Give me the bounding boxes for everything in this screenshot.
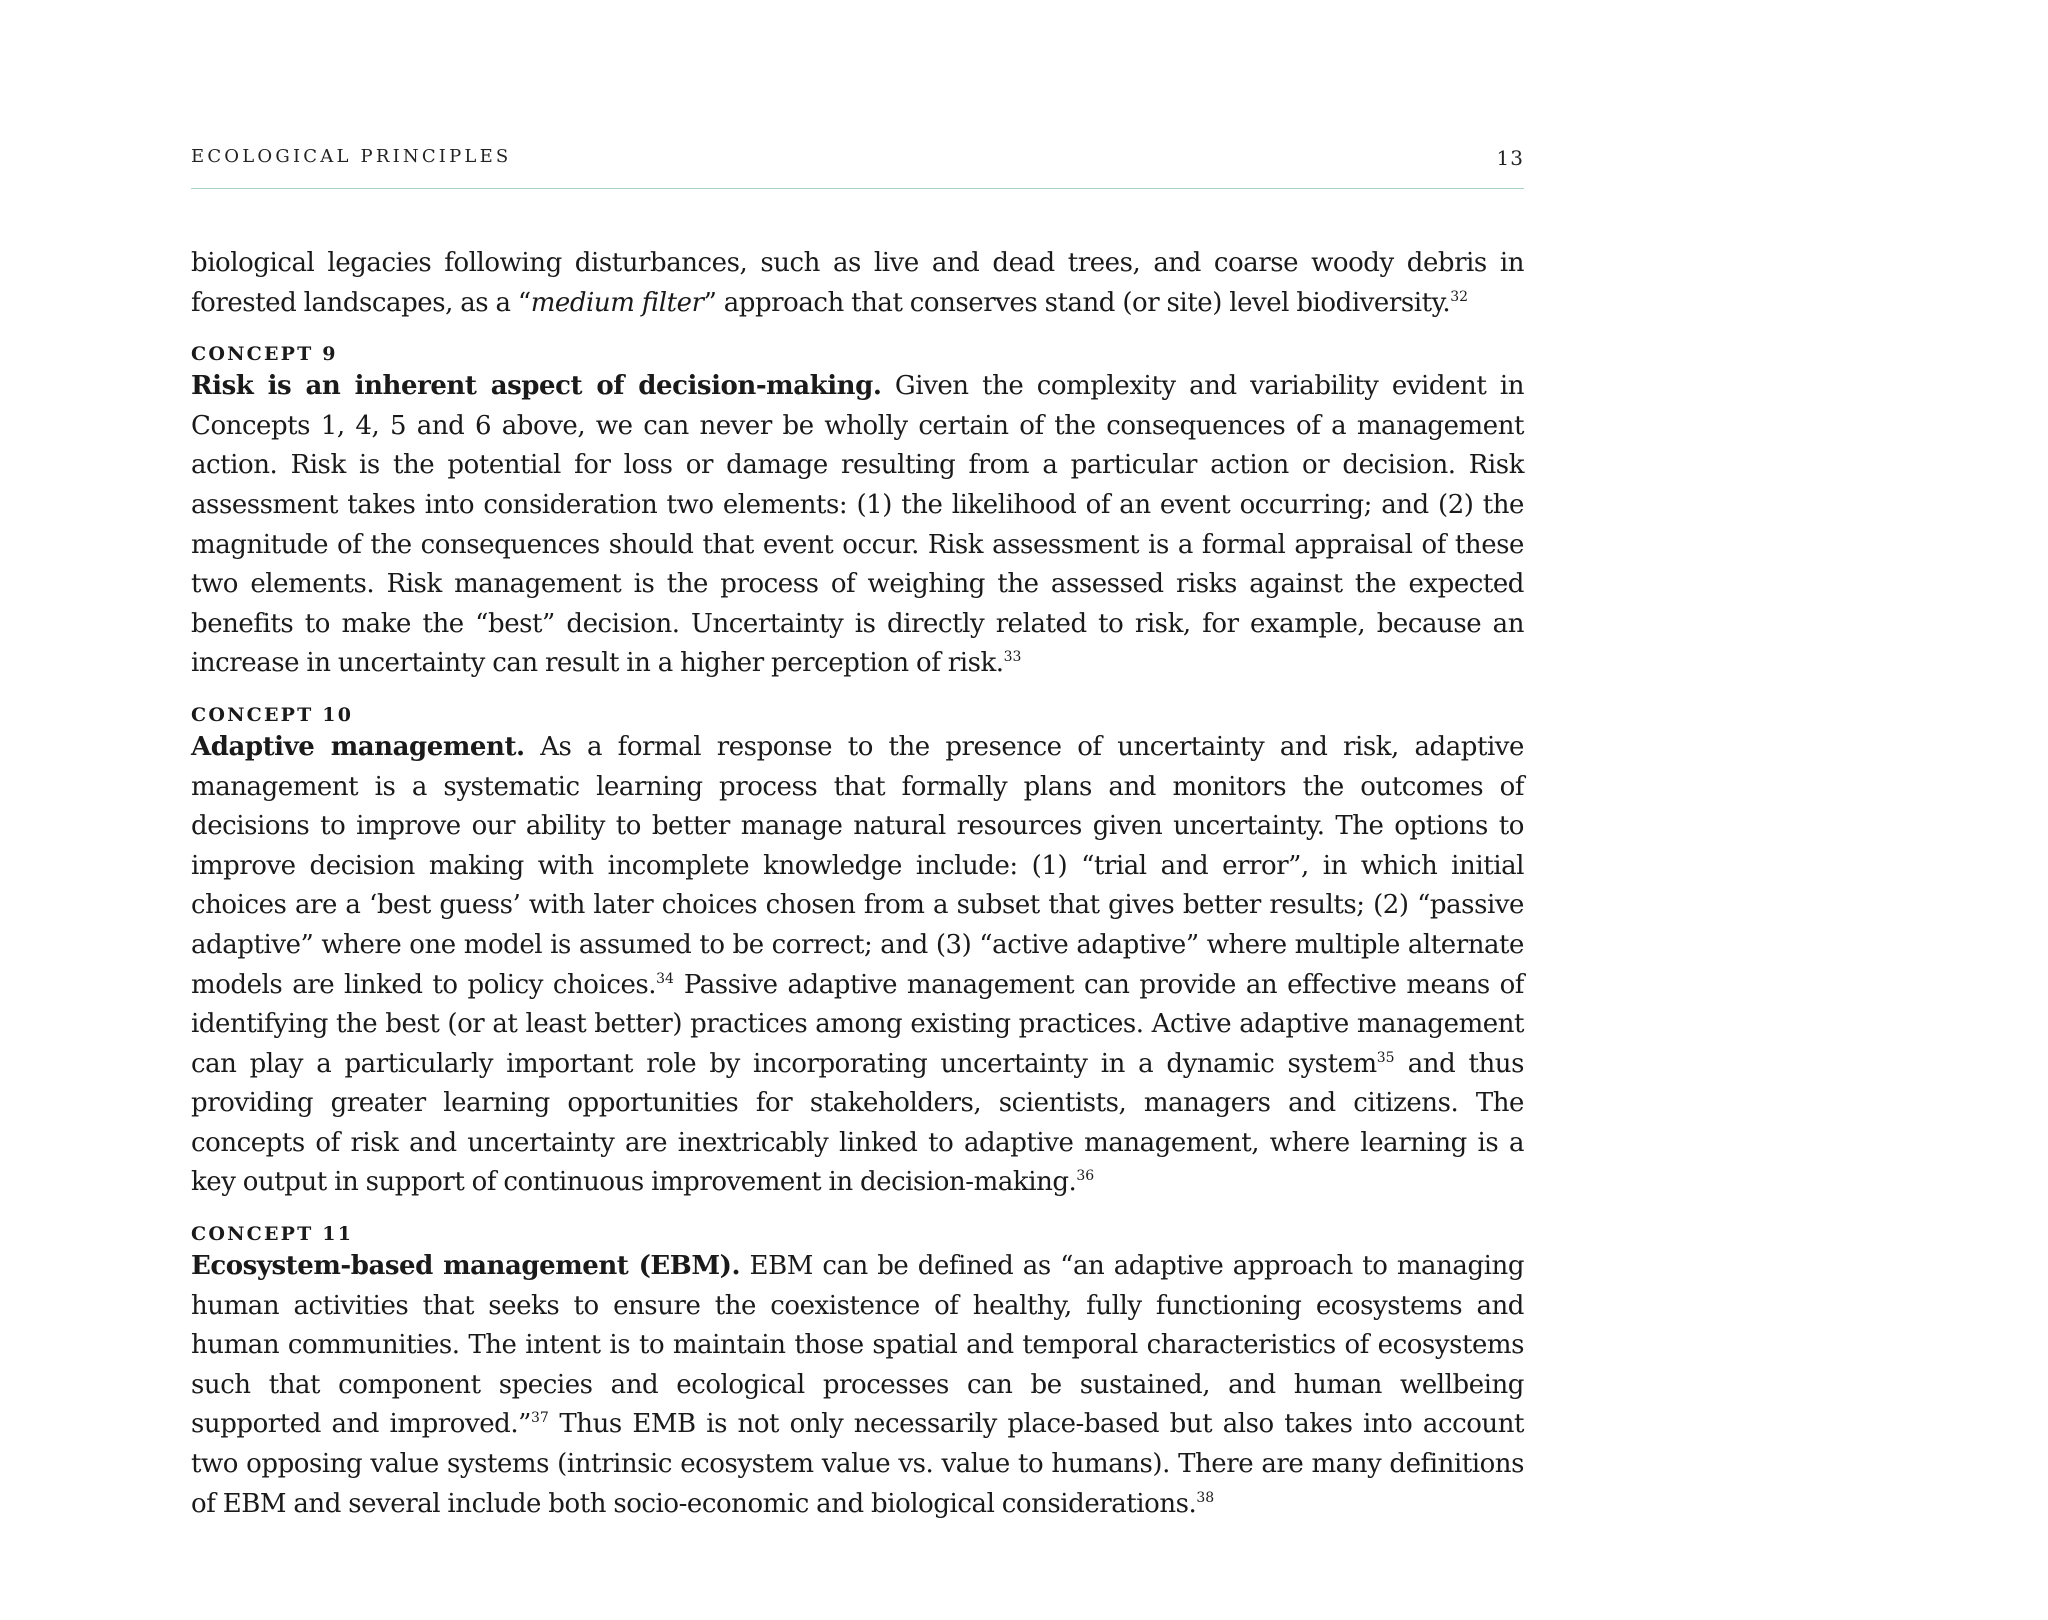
concept-10-text-2: Passive adaptive management can provide an effective means of identifying the best (or at least better) practices among existing practices. Active adaptive management can play a particularly important role by incorporating uncertainty in a dynamic system: [191, 969, 1524, 1079]
running-title: ECOLOGICAL PRINCIPLES: [191, 146, 512, 167]
footnote-ref-35[interactable]: 35: [1376, 1049, 1395, 1066]
concept-11-lead: Ecosystem-based management (EBM).: [191, 1251, 741, 1282]
concept-11-text: EBM can be defined as “an adaptive approach to managing human activities that seeks to ensure the coexistence of healthy, fully functioning ecosystems and human communities. The intent is to maintain those spatial and temporal characteristics of ecosystems such that component species and ecological processes can be sustained, and human wellbeing supported and improved.”: [191, 1251, 1525, 1440]
footnote-ref-34[interactable]: 34: [656, 970, 674, 987]
body-text: [191, 244, 1524, 1524]
concept-10-lead: Adaptive management.: [191, 731, 525, 762]
concept-10-paragraph: [191, 728, 1524, 1203]
concept-11-paragraph: [191, 1247, 1524, 1524]
intro-text: biological legacies following disturbances, such as live and dead trees, and coarse woody debris in forested landscapes, as a “: [191, 248, 1524, 318]
concept-11-text-2: Thus EMB is not only necessarily place-based but also takes into account two opposing value systems (intrinsic ecosystem value vs. value to humans). There are many definitions of EBM and several include both socio-economic and biological considerations.: [191, 1409, 1524, 1519]
footnote-ref-33[interactable]: 33: [1003, 649, 1022, 666]
concept-9-lead: Risk is an inherent aspect of decision-making.: [191, 371, 882, 402]
concept-9-label: CONCEPT 9: [191, 343, 338, 366]
header-rule: [191, 188, 1524, 189]
intro-italic-term: medium filter: [530, 287, 704, 318]
concept-9-text: Given the complexity and variability evident in Concepts 1, 4, 5 and 6 above, we can never be wholly certain of the consequences of a management action. Risk is the potential for loss or damage resulting from a particular action or decision. Risk assessment takes into consideration two elements: (1) the likelihood of an event occurring; and (2) the magnitude of the consequences should that event occur. Risk assessment is a formal appraisal of these two elements. Risk management is the process of weighing the assessed risks against the expected benefits to make the “best” decision. Uncertainty is directly related to risk, for example, because an increase in uncertainty can result in a higher perception of risk.: [191, 371, 1524, 679]
page-number: 13: [1496, 146, 1524, 170]
concept-10-text: As a formal response to the presence of uncertainty and risk, adaptive management is a systematic learning process that formally plans and monitors the outcomes of decisions to improve our ability to better manage natural resources given uncertainty. The options to improve decision making with incomplete knowledge include: (1) “trial and error”, in which initial choices are a ‘best guess’ with later choices chosen from a subset that gives better results; (2) “passive adaptive” where one model is assumed to be correct; and (3) “active adaptive” where multiple alternate models are linked to policy choices.: [191, 731, 1524, 1000]
running-header: [191, 146, 1524, 170]
concept-9-paragraph: [191, 367, 1524, 684]
concept-10-label: CONCEPT 10: [191, 703, 354, 726]
concept-11-label: CONCEPT 11: [191, 1223, 354, 1246]
concept-10-text-3: and thus providing greater learning opportunities for stakeholders, scientists, managers and citizens. The concepts of risk and uncertainty are inextricably linked to adaptive management, where learning is a key output in support of continuous improvement in decision-making.: [191, 1048, 1524, 1198]
footnote-ref-37[interactable]: 37: [531, 1410, 549, 1427]
footnote-ref-32[interactable]: 32: [1450, 288, 1469, 305]
intro-text-end: ” approach that conserves stand (or site) level biodiversity.: [703, 287, 1451, 318]
footnote-ref-36[interactable]: 36: [1076, 1168, 1095, 1185]
intro-paragraph: [191, 244, 1524, 323]
footnote-ref-38[interactable]: 38: [1196, 1489, 1215, 1506]
